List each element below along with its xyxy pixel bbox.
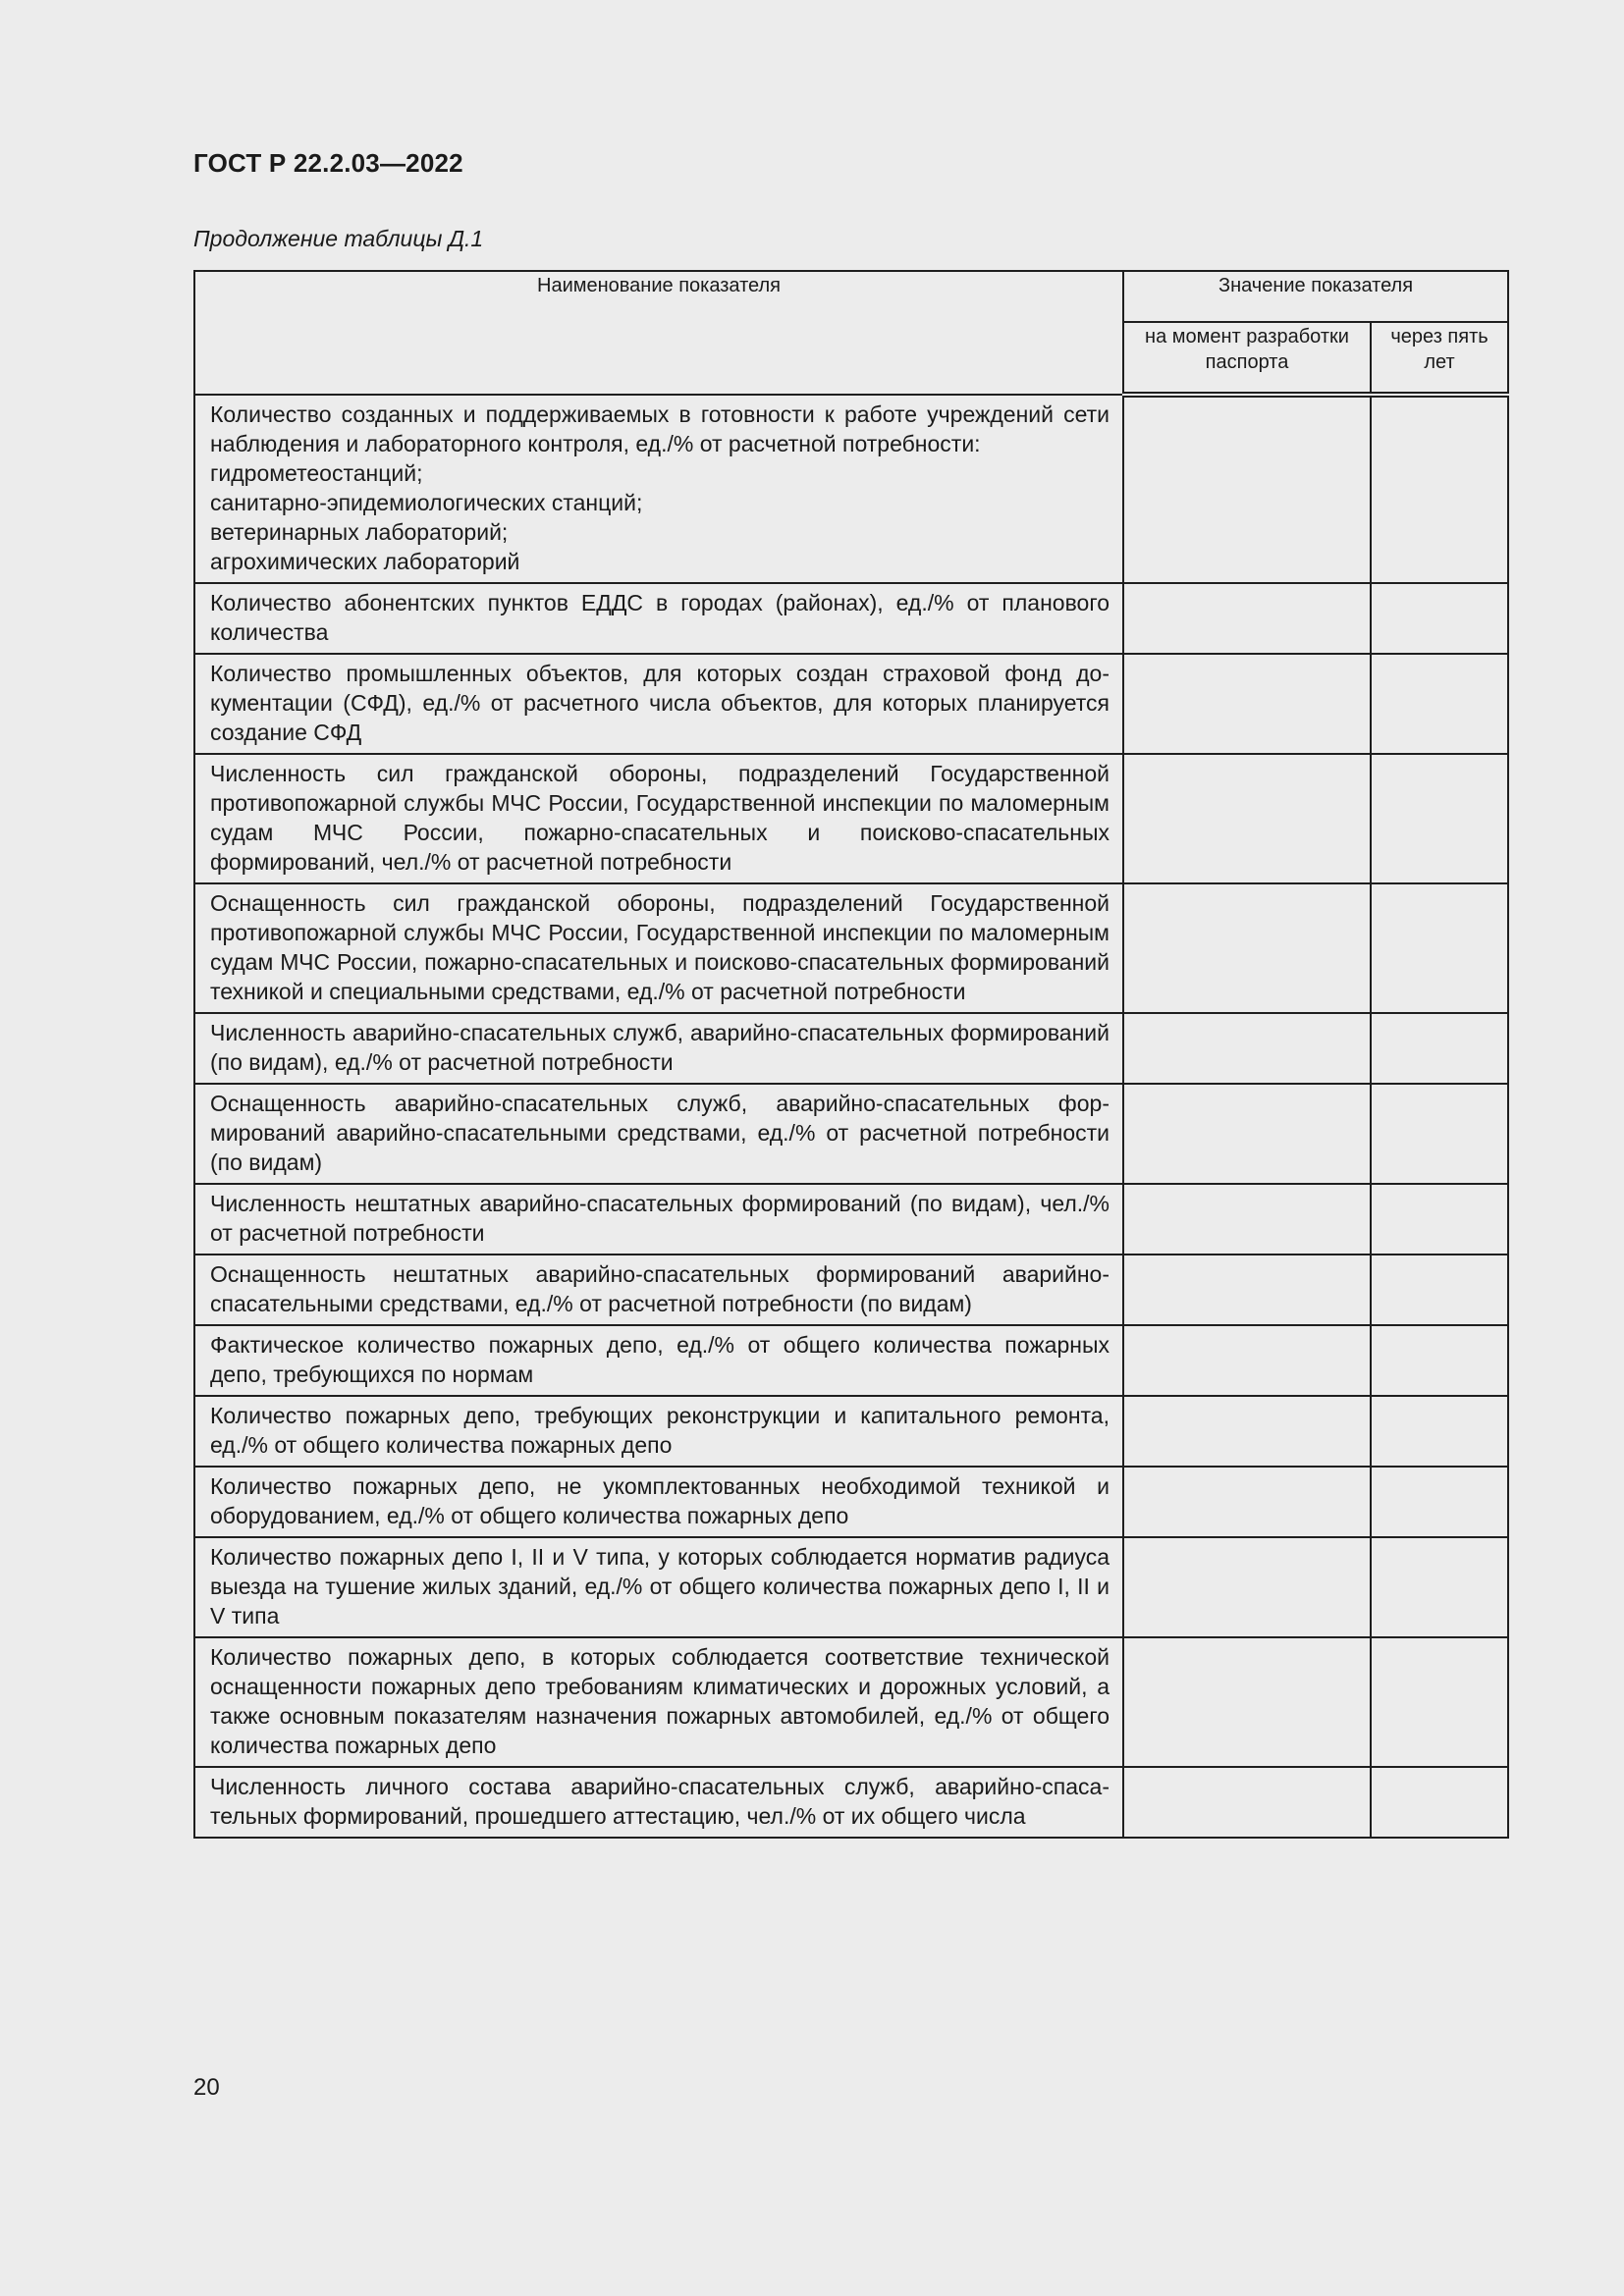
value-now-cell xyxy=(1123,1255,1371,1325)
value-now-cell xyxy=(1123,654,1371,754)
table-row xyxy=(194,395,1508,583)
indicator-name-cell xyxy=(194,1396,1123,1467)
table-row xyxy=(194,1184,1508,1255)
indicator-name-cell xyxy=(194,395,1123,583)
value-five-years-cell xyxy=(1371,1467,1508,1537)
indicator-name-cell xyxy=(194,1637,1123,1767)
indicator-text-line: Количество пожарных депо, требующих реконструкции и капитального ремонта, ед./% от общего количества пожарных депо xyxy=(210,1403,1110,1458)
column-header-value: Значение показателя xyxy=(1123,271,1508,322)
table-row xyxy=(194,1013,1508,1084)
table-row xyxy=(194,1637,1508,1767)
table-row xyxy=(194,1396,1508,1467)
indicator-name-cell xyxy=(194,1767,1123,1838)
value-five-years-cell xyxy=(1371,654,1508,754)
indicators-table xyxy=(193,270,1509,1839)
value-now-cell xyxy=(1123,883,1371,1013)
indicator-text-line: агрохимических лабораторий xyxy=(210,549,520,574)
value-five-years-cell xyxy=(1371,1767,1508,1838)
indicator-text-line: Количество созданных и поддерживаемых в готовности к работе учреждений сети наблюдения и лабораторного контроля, ед./% от расчетной потребности: xyxy=(210,401,1110,456)
indicator-text-line: гидрометеостанций; xyxy=(210,460,423,486)
value-five-years-cell xyxy=(1371,1084,1508,1184)
table-row xyxy=(194,1767,1508,1838)
value-now-cell xyxy=(1123,1396,1371,1467)
value-now-cell xyxy=(1123,583,1371,654)
value-five-years-cell xyxy=(1371,1537,1508,1637)
table-row xyxy=(194,1467,1508,1537)
value-five-years-cell xyxy=(1371,1013,1508,1084)
value-five-years-cell xyxy=(1371,1325,1508,1396)
value-now-cell xyxy=(1123,395,1371,583)
value-five-years-cell xyxy=(1371,1184,1508,1255)
table-row xyxy=(194,1325,1508,1396)
indicator-text-line: Количество пожарных депо, в которых соблюдается соответствие технической оснащенности пожарных депо требованиям климатических и дорожных условий, а также основным показателям назначения пожарных автомобилей, ед./% от общего количества пожарных депо xyxy=(210,1644,1110,1758)
indicator-text-line: ветеринарных лабораторий; xyxy=(210,519,509,545)
column-header-now: на момент разработки паспорта xyxy=(1123,322,1371,395)
column-header-five-years: через пять лет xyxy=(1371,322,1508,395)
table-row xyxy=(194,754,1508,883)
indicator-name-cell xyxy=(194,1255,1123,1325)
table-row xyxy=(194,1084,1508,1184)
indicator-text-line: Численность аварийно-спасательных служб, аварийно-спасательных формирований (по видам), ед./% от расчетной потребности xyxy=(210,1020,1110,1075)
value-five-years-cell xyxy=(1371,583,1508,654)
value-now-cell xyxy=(1123,1013,1371,1084)
indicator-name-cell xyxy=(194,583,1123,654)
value-five-years-cell xyxy=(1371,1255,1508,1325)
value-five-years-cell xyxy=(1371,754,1508,883)
table-body xyxy=(194,395,1508,1838)
indicator-name-cell xyxy=(194,754,1123,883)
table-row xyxy=(194,1255,1508,1325)
value-five-years-cell xyxy=(1371,395,1508,583)
indicator-text-line: санитарно-эпидемиологических станций; xyxy=(210,490,643,515)
table-row xyxy=(194,583,1508,654)
indicator-name-cell xyxy=(194,1084,1123,1184)
value-five-years-cell xyxy=(1371,1637,1508,1767)
indicator-name-cell xyxy=(194,1013,1123,1084)
indicator-name-cell xyxy=(194,883,1123,1013)
indicator-text-line: Оснащенность сил гражданской обороны, подразделений Государственной противопожарной службы МЧС России, Государственной инспекции по маломерным судам МЧС России, пожарно-спасательных и поисково-спасательных формирований техникой и специальными средствами, ед./% от расчетной потребности xyxy=(210,890,1110,1004)
indicator-text-line: Количество пожарных депо, не укомплектованных необходимой техникой и оборудованием, ед./% от общего количества пожарных депо xyxy=(210,1473,1110,1528)
indicator-name-cell xyxy=(194,1467,1123,1537)
indicator-name-cell xyxy=(194,654,1123,754)
table-row xyxy=(194,883,1508,1013)
table-row xyxy=(194,654,1508,754)
indicator-text-line: Оснащенность аварийно-спасательных служб, аварийно-спасательных формирований аварийно-спасательными средствами, ед./% от расчетной потребности (по видам) xyxy=(210,1091,1110,1175)
value-five-years-cell xyxy=(1371,883,1508,1013)
value-now-cell xyxy=(1123,1637,1371,1767)
indicator-text-line: Численность нештатных аварийно-спасательных формирований (по видам), чел./% от расчетной потребности xyxy=(210,1191,1110,1246)
value-now-cell xyxy=(1123,754,1371,883)
value-five-years-cell xyxy=(1371,1396,1508,1467)
indicator-text-line: Численность сил гражданской обороны, подразделений Государственной противопожарной службы МЧС России, Государственной инспекции по маломерным судам МЧС России, пожарно-спасательных и поисково-спасательных формирований, чел./% от расчетной потребности xyxy=(210,761,1110,875)
indicator-name-cell xyxy=(194,1184,1123,1255)
value-now-cell xyxy=(1123,1184,1371,1255)
indicator-text-line: Оснащенность нештатных аварийно-спасательных формирований аварийно-спасательными средствами, ед./% от расчетной потребности (по видам) xyxy=(210,1261,1110,1316)
table-row xyxy=(194,1537,1508,1637)
document-code: ГОСТ Р 22.2.03—2022 xyxy=(193,148,463,178)
value-now-cell xyxy=(1123,1537,1371,1637)
indicator-text-line: Количество пожарных депо I, II и V типа, у которых соблюдается норматив радиуса выезда на тушение жилых зданий, ед./% от общего количества пожарных депо I, II и V типа xyxy=(210,1544,1110,1629)
value-now-cell xyxy=(1123,1767,1371,1838)
indicator-text-line: Количество абонентских пунктов ЕДДС в городах (районах), ед./% от планового количества xyxy=(210,590,1110,645)
indicator-name-cell xyxy=(194,1537,1123,1637)
value-now-cell xyxy=(1123,1084,1371,1184)
column-header-name: Наименование показателя xyxy=(194,271,1123,395)
value-now-cell xyxy=(1123,1467,1371,1537)
value-now-cell xyxy=(1123,1325,1371,1396)
table-caption: Продолжение таблицы Д.1 xyxy=(193,226,484,251)
page-number: 20 xyxy=(193,2074,220,2101)
indicator-text-line: Численность личного состава аварийно-спасательных служб, аварийно-спасательных формирований, прошедшего аттестацию, чел./% от их общего числа xyxy=(210,1774,1110,1829)
indicator-text-line: Фактическое количество пожарных депо, ед./% от общего количества пожарных депо, требующихся по нормам xyxy=(210,1332,1110,1387)
indicator-text-line: Количество промышленных объектов, для которых создан страховой фонд документации (СФД), ед./% от расчетного числа объектов, для которых планируется создание СФД xyxy=(210,661,1110,745)
indicator-name-cell xyxy=(194,1325,1123,1396)
